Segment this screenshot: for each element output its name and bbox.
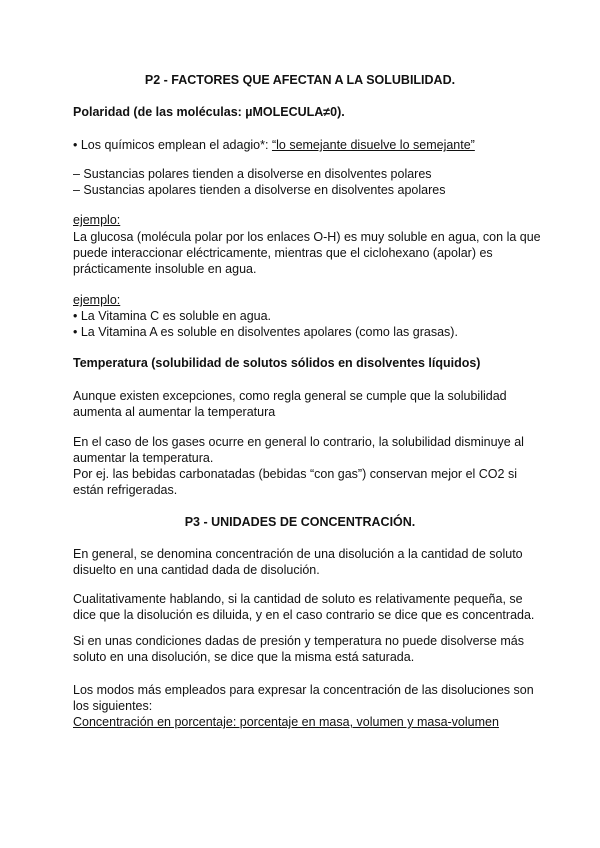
temp-para2-line: En el caso de los gases ocurre en general lo contrario, la solubilidad disminuye al: [73, 435, 524, 449]
section-title-p3: P3 - UNIDADES DE CONCENTRACIÓN.: [184, 515, 416, 529]
list-item: • La Vitamina C es soluble en agua.: [73, 309, 272, 323]
ejemplo1-line: La glucosa (molécula polar por los enlaces O-H) es muy soluble en agua, con la que: [73, 230, 541, 244]
list-item: • La Vitamina A es soluble en disolventes apolares (como las grasas).: [73, 325, 458, 339]
ejemplo1-line: puede interaccionar eléctricamente, mientras que el ciclohexano (apolar) es: [73, 246, 493, 260]
ejemplo1-line: prácticamente insoluble en agua.: [73, 262, 257, 276]
p3-para2-line: dice que la disolución es diluida, y en el caso contrario se dice que es concentrada.: [73, 608, 535, 622]
section-title-p2: P2 - FACTORES QUE AFECTAN A LA SOLUBILIDAD.: [144, 73, 456, 87]
adage-quote: “lo semejante disuelve lo semejante”: [271, 138, 475, 152]
p3-para4-line: Los modos más empleados para expresar la concentración de las disoluciones son: [73, 683, 534, 697]
ejemplo-label-1: ejemplo:: [73, 213, 121, 227]
concentration-percentage-line: Concentración en porcentaje: porcentaje en masa, volumen y masa-volumen: [73, 715, 499, 729]
p3-para3-line: Si en unas condiciones dadas de presión y temperatura no puede disolverse más: [73, 634, 524, 648]
polar-line: – Sustancias polares tienden a disolverse en disolventes polares: [73, 167, 432, 181]
p3-para1-line: En general, se denomina concentración de una disolución a la cantidad de soluto: [73, 547, 523, 561]
p3-para4-line: los siguientes:: [73, 699, 153, 713]
apolar-line: – Sustancias apolares tienden a disolverse en disolventes apolares: [73, 183, 446, 197]
p3-para1-line: disuelto en una cantidad dada de disolución.: [73, 563, 320, 577]
adage-prefix: • Los químicos emplean el adagio*:: [73, 138, 272, 152]
temp-para2-line: Por ej. las bebidas carbonatadas (bebidas “con gas”) conservan mejor el CO2 si: [73, 467, 517, 481]
temp-para2-line: están refrigeradas.: [73, 483, 178, 497]
temp-para1-line: Aunque existen excepciones, como regla general se cumple que la solubilidad: [73, 389, 507, 403]
p3-para2-line: Cualitativamente hablando, si la cantidad de soluto es relativamente pequeña, se: [73, 592, 523, 606]
heading-polaridad: Polaridad (de las moléculas: µMOLECULA≠0).: [73, 105, 345, 119]
adage-line: [73, 137, 475, 153]
temp-para1-line: aumenta al aumentar la temperatura: [73, 405, 276, 419]
heading-temperatura: Temperatura (solubilidad de solutos sólidos en disolventes líquidos): [73, 356, 481, 370]
p3-para3-line: soluto en una disolución, se dice que la misma está saturada.: [73, 650, 415, 664]
temp-para2-line: aumentar la temperatura.: [73, 451, 214, 465]
ejemplo-label-2: ejemplo:: [73, 293, 121, 307]
